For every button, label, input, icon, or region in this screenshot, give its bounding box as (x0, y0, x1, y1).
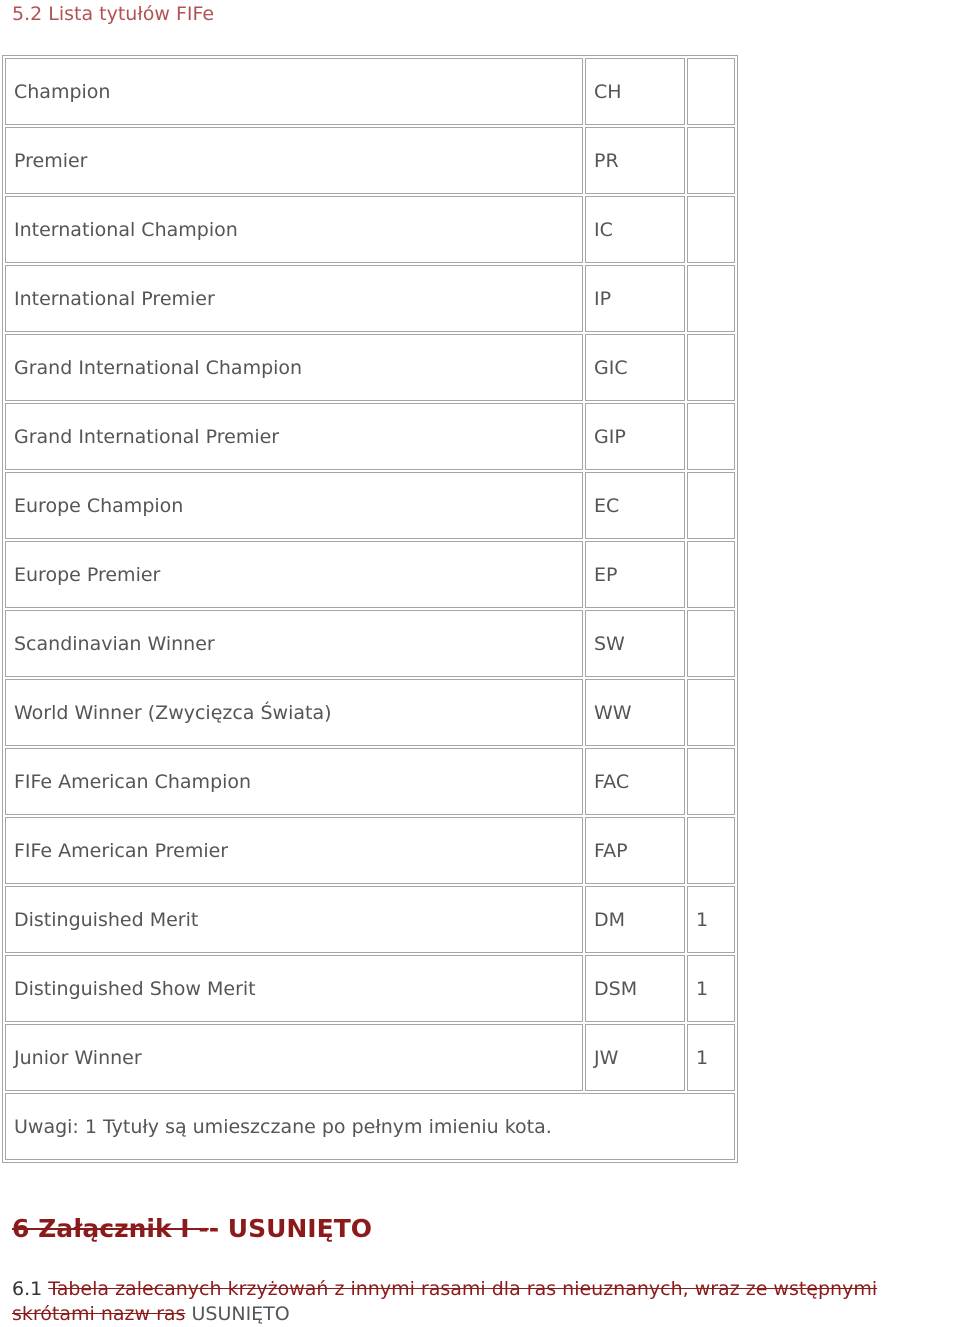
table-row (5, 58, 735, 125)
table-row (5, 472, 735, 539)
title-abbr-cell: GIP (585, 403, 685, 470)
title-note-cell (687, 127, 735, 194)
table-row (5, 541, 735, 608)
table-row (5, 196, 735, 263)
section-title: 5.2 Lista tytułów FIFe (12, 3, 215, 25)
table-row (5, 334, 735, 401)
title-abbr-cell: DM (585, 886, 685, 953)
title-abbr-cell: CH (585, 58, 685, 125)
title-note-cell: 1 (687, 955, 735, 1022)
title-note-cell (687, 817, 735, 884)
title-name-cell: Scandinavian Winner (5, 610, 583, 677)
title-abbr-cell: JW (585, 1024, 685, 1091)
title-name-cell: International Champion (5, 196, 583, 263)
title-note-cell (687, 472, 735, 539)
section-6-heading-status: - USUNIĘTO (208, 1214, 372, 1243)
title-abbr-cell: GIC (585, 334, 685, 401)
section-6-1-struck-text: Tabela zalecanych krzyżowań z innymi rasami dla ras nieuznanych, wraz ze wstępnymi skrótami nazw ras (12, 1278, 878, 1325)
title-name-cell: Distinguished Show Merit (5, 955, 583, 1022)
title-abbr-cell: FAP (585, 817, 685, 884)
title-note-cell: 1 (687, 1024, 735, 1091)
title-name-cell: International Premier (5, 265, 583, 332)
title-note-cell (687, 403, 735, 470)
title-name-cell: Distinguished Merit (5, 886, 583, 953)
title-note-cell (687, 196, 735, 263)
title-note-cell (687, 610, 735, 677)
section-6-heading-struck: 6 Załącznik I - (12, 1214, 209, 1243)
table-row (5, 886, 735, 953)
title-note-cell (687, 58, 735, 125)
table-row (5, 127, 735, 194)
title-name-cell: Grand International Premier (5, 403, 583, 470)
title-note-cell (687, 679, 735, 746)
title-abbr-cell: FAC (585, 748, 685, 815)
section-6-1-number: 6.1 (12, 1278, 43, 1300)
title-note-cell (687, 748, 735, 815)
title-name-cell: FIFe American Champion (5, 748, 583, 815)
title-name-cell: Champion (5, 58, 583, 125)
titles-table (2, 55, 738, 1163)
table-row (5, 265, 735, 332)
title-name-cell: Grand International Champion (5, 334, 583, 401)
section-6-heading (12, 1212, 372, 1246)
section-6-1-status: USUNIĘTO (191, 1303, 290, 1325)
title-abbr-cell: IP (585, 265, 685, 332)
table-row (5, 679, 735, 746)
title-abbr-cell: DSM (585, 955, 685, 1022)
title-name-cell: Junior Winner (5, 1024, 583, 1091)
table-footnote: Uwagi: 1 Tytuły są umieszczane po pełnym imieniu kota. (5, 1093, 735, 1160)
section-6-1-paragraph (12, 1277, 958, 1327)
title-abbr-cell: IC (585, 196, 685, 263)
table-row (5, 955, 735, 1022)
title-abbr-cell: EP (585, 541, 685, 608)
title-note-cell (687, 265, 735, 332)
title-name-cell: World Winner (Zwycięzca Świata) (5, 679, 583, 746)
table-row (5, 1024, 735, 1091)
title-name-cell: Europe Premier (5, 541, 583, 608)
title-name-cell: FIFe American Premier (5, 817, 583, 884)
table-row (5, 610, 735, 677)
title-note-cell: 1 (687, 886, 735, 953)
table-row (5, 817, 735, 884)
title-name-cell: Premier (5, 127, 583, 194)
title-note-cell (687, 334, 735, 401)
table-row (5, 403, 735, 470)
table-row (5, 748, 735, 815)
title-abbr-cell: EC (585, 472, 685, 539)
title-abbr-cell: SW (585, 610, 685, 677)
title-name-cell: Europe Champion (5, 472, 583, 539)
title-note-cell (687, 541, 735, 608)
titles-table-body (5, 58, 735, 1160)
table-footnote-row (5, 1093, 735, 1160)
title-abbr-cell: PR (585, 127, 685, 194)
title-abbr-cell: WW (585, 679, 685, 746)
